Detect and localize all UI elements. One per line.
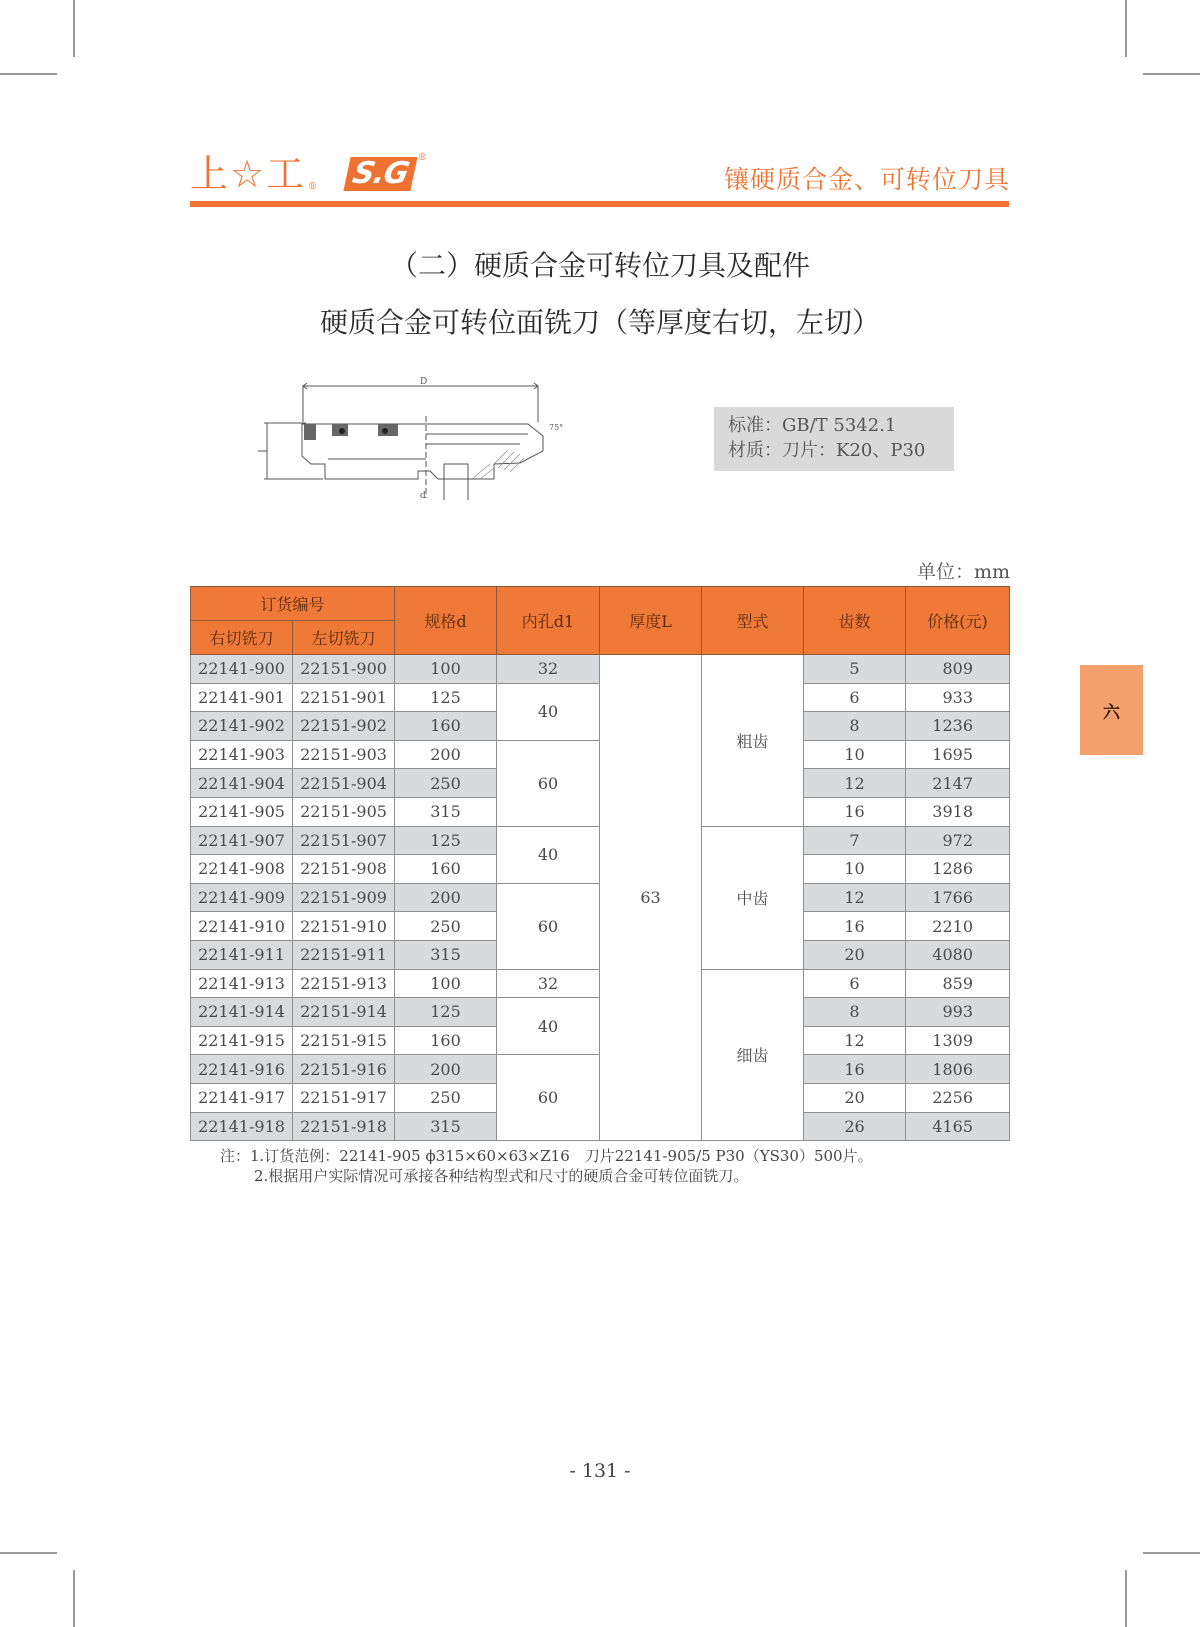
- header-rule: [190, 201, 1009, 207]
- section-title: （二）硬质合金可转位刀具及配件: [389, 249, 810, 282]
- note-1: 注：1.订货范例：22141-905 ϕ315×60×63×Z16 刀片22141-905/5 P30（YS30）500片。: [220, 1147, 873, 1165]
- table-row: 22141-901 22151-901 125 40 6 933: [191, 683, 1010, 712]
- dim-D-label: D: [420, 377, 428, 387]
- table-row: 22141-907 22151-907 125 40 中齿 7 972: [191, 826, 1010, 855]
- crop-mark: [1143, 73, 1200, 75]
- header-order-no: 订货编号: [191, 587, 395, 621]
- dim-d-label: d: [420, 491, 426, 500]
- table-row: 22141-904 22151-904 250 12 2147: [191, 769, 1010, 798]
- category-title: 镶硬质合金、可转位刀具: [723, 165, 1010, 194]
- shanggong-logo: 上☆工: [190, 152, 307, 196]
- table-row: 22141-917 22151-917 250 20 2256: [191, 1083, 1010, 1112]
- sg-logo: [347, 153, 427, 191]
- spec-box: [714, 407, 954, 471]
- thickness-cell: 63: [600, 655, 702, 1141]
- crop-mark: [1143, 1552, 1200, 1554]
- table-row: 22141-902 22151-902 160 8 1236: [191, 712, 1010, 741]
- header-price: 价格(元): [906, 587, 1010, 655]
- header-teeth: 齿数: [804, 587, 906, 655]
- table-row: 22141-918 22151-918 315 26 4165: [191, 1112, 1010, 1141]
- header-thickness-l: 厚度L: [600, 587, 702, 655]
- table-row: 22141-910 22151-910 250 16 2210: [191, 912, 1010, 941]
- cutter-drawing: [258, 376, 580, 500]
- header-right-cut: 右切铣刀: [191, 621, 293, 655]
- sg-logo-text: S.G: [343, 157, 417, 191]
- table-row: 22141-915 22151-915 160 12 1309: [191, 1026, 1010, 1055]
- type-cell-coarse: 粗齿: [702, 655, 804, 827]
- registered-mark: ®: [417, 153, 427, 163]
- table-row: 22141-903 22151-903 200 60 10 1695: [191, 740, 1010, 769]
- note-2: 2.根据用户实际情况可承接各种结构型式和尺寸的硬质合金可转位面铣刀。: [254, 1167, 749, 1185]
- registered-mark: ®: [308, 182, 318, 192]
- table-row: 22141-911 22151-911 315 20 4080: [191, 940, 1010, 969]
- table-row: 22141-908 22151-908 160 10 1286: [191, 855, 1010, 884]
- header-type: 型式: [702, 587, 804, 655]
- chapter-tab: 六: [1080, 665, 1143, 755]
- type-cell-fine: 细齿: [702, 969, 804, 1141]
- header-spec-d: 规格d: [395, 587, 497, 655]
- table-row: 22141-909 22151-909 200 60 12 1766: [191, 883, 1010, 912]
- product-title: 硬质合金可转位面铣刀（等厚度右切，左切）: [319, 306, 880, 339]
- header-bore-d1: 内孔d1: [497, 587, 600, 655]
- crop-mark: [1125, 1570, 1127, 1627]
- type-cell-medium: 中齿: [702, 826, 804, 969]
- table-row: 22141-913 22151-913 100 32 细齿 6 859: [191, 969, 1010, 998]
- material-label: 材质：刀片：K20、P30: [728, 440, 926, 461]
- header-left-cut: 左切铣刀: [293, 621, 395, 655]
- table-row: 22141-905 22151-905 315 16 3918: [191, 797, 1010, 826]
- crop-mark: [0, 1552, 57, 1554]
- crop-mark: [73, 1570, 75, 1627]
- table-row: 22141-900 22151-900 100 32 63 粗齿 5 809: [191, 655, 1010, 684]
- crop-mark: [1125, 0, 1127, 57]
- notes: [220, 1146, 873, 1186]
- table-row: 22141-914 22151-914 125 40 8 993: [191, 998, 1010, 1027]
- page-number: - 131 -: [569, 1460, 631, 1482]
- unit-label: 单位：mm: [916, 561, 1010, 583]
- table-row: 22141-916 22151-916 200 60 16 1806: [191, 1055, 1010, 1084]
- brand-logos: [190, 152, 427, 196]
- standard-label: 标准：GB/T 5342.1: [728, 415, 897, 436]
- angle-label: 75°: [549, 423, 564, 432]
- spec-table: [190, 586, 1010, 1141]
- crop-mark: [73, 0, 75, 57]
- crop-mark: [0, 73, 57, 75]
